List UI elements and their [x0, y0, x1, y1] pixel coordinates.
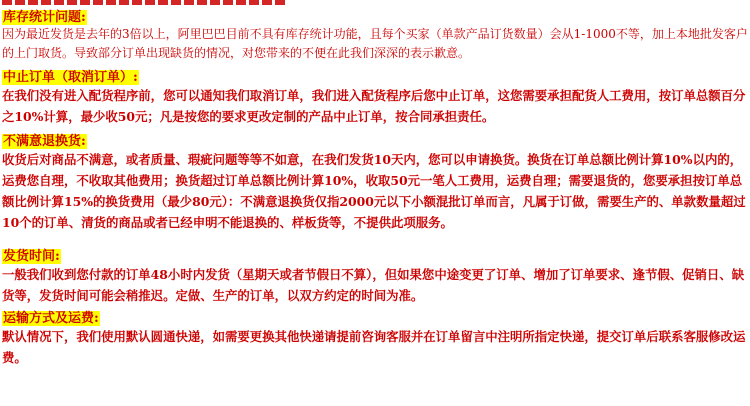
- section-body-shipping-time: 一般我们收到您付款的订单48小时内发货（星期天或者节假日不算），但如果您中途变更了订单、增加了订单要求、逢节假、促销日、缺货等，发货时间可能会稍推迟。定做、生产的订单，以双方约定的时间为准。: [2, 267, 745, 303]
- section-returns: [2, 130, 748, 233]
- section-body-cancel-order: 在我们没有进入配货程序前，您可以通知我们取消订单，我们进入配货程序后您中止订单，这您需要承担配货人工费用，按订单总额百分之10%计算，最少收50元；凡是按您的要求更改定制的产品中止订单，按合同承担责任。: [2, 88, 746, 124]
- section-gap: [2, 233, 748, 245]
- section-cancel-order: [2, 66, 748, 127]
- section-inventory: [2, 6, 748, 63]
- section-body-returns: 收货后对商品不满意，或者质量、瑕疵问题等等不如意，在我们发货10天内，您可以申请换货。换货在订单总额比例计算10%以内的，运费您自理，不收取其他费用；换货超过订单总额比例计算10%，收取50元一笔人工费用，运费自理；需要退货的，您要承担按订单总额比例计算15%的换货费用（最少80元）：不满意退换货仅指2000元以下小额混批订单而言，凡属于订做，需要生产的、单款数量超过10个的订单、清货的商品或者已经申明不能退换的、样板货等，不提供此项服务。: [2, 152, 746, 230]
- section-body-shipping-method: 默认情况下，我们使用默认圆通快递，如需要更换其他快递请提前咨询客服并在订单留言中注明所指定快递，提交订单后联系客服修改运费。: [2, 329, 746, 365]
- section-body-inventory: 因为最近发货是去年的3倍以上，阿里巴巴目前不具有库存统计功能，且每个买家（单款产品订货数量）会从1-1000不等，加上本地批发客户的上门取货。导致部分订单出现缺货的情况，对您带来的不便在此我们深深的表示歉意。: [2, 27, 748, 60]
- section-shipping-time: [2, 245, 748, 306]
- section-heading-shipping-method: 运输方式及运费:: [3, 311, 99, 326]
- section-shipping-method: [2, 307, 748, 368]
- section-heading-cancel-order: 中止订单（取消订单）:: [3, 70, 138, 85]
- section-heading-returns: 不满意退换货:: [3, 134, 86, 149]
- section-heading-shipping-time: 发货时间:: [3, 249, 60, 264]
- cropped-top-line: [2, 0, 748, 6]
- section-heading-inventory: 库存统计问题:: [3, 10, 86, 25]
